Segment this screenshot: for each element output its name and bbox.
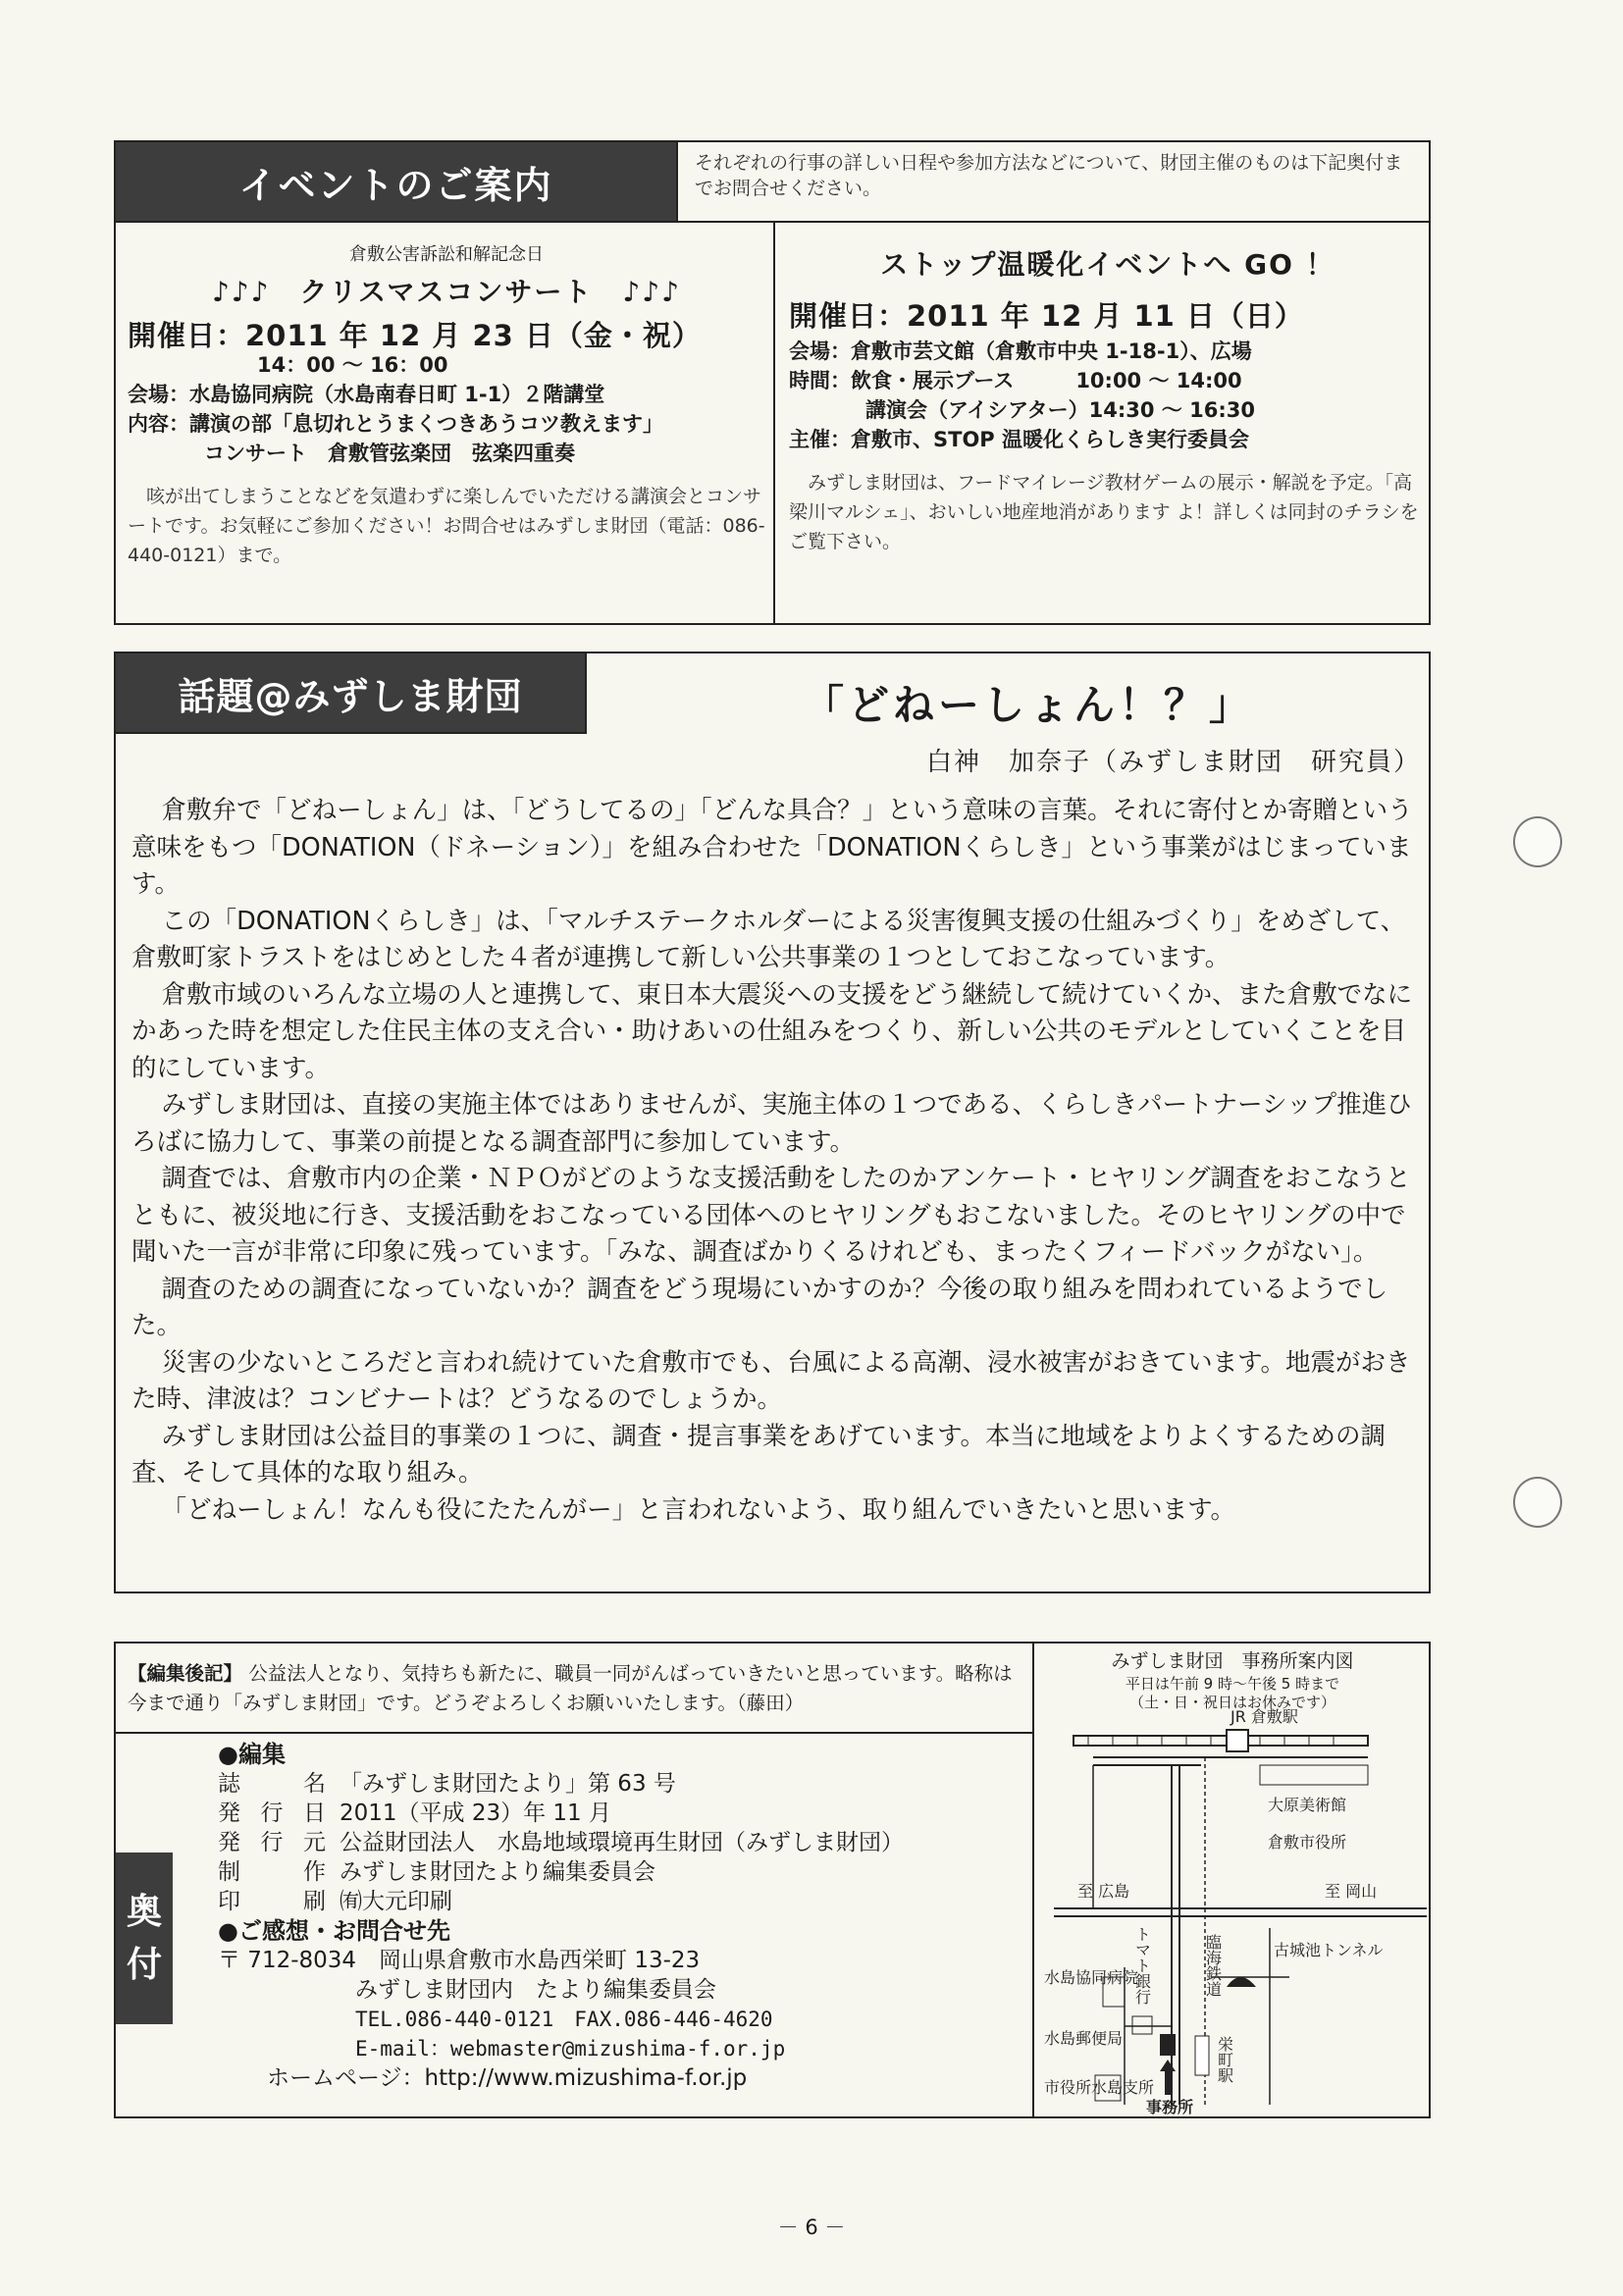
colophon-tab-char: 付 xyxy=(126,1944,162,1985)
event-date: 開催日：2011 年 12 月 11 日（日） xyxy=(789,299,1304,333)
imprint-row xyxy=(218,1799,1022,1828)
map-label-office: 事務所 xyxy=(1146,2098,1194,2116)
contact-heading: ●ご感想・お問合せ先 xyxy=(218,1917,450,1945)
imprint-value: みずしま財団たより編集委員会 xyxy=(340,1859,655,1885)
event-time: 14：00 〜 16：00 xyxy=(257,353,448,377)
topic-paragraph: みずしま財団は公益目的事業の１つに、調査・提言事業をあげています。本当に地域をよりよくするための調査、そして具体的な取り組み。 xyxy=(131,1421,1387,1487)
event-christmas-concert xyxy=(128,231,765,623)
topic-paragraph: 「どねーしょん！なんも役にたたんがー」と言われないよう、取り組んでいきたいと思います。 xyxy=(161,1494,1236,1525)
events-section xyxy=(114,140,1431,625)
imprint-key: 発行日 xyxy=(218,1800,326,1826)
station-icon xyxy=(1227,1730,1248,1751)
map-label-branch: 市役所水島支所 xyxy=(1044,2078,1155,2097)
imprint xyxy=(218,1740,1022,2093)
map-label-to-hiroshima: 至 広島 xyxy=(1077,1882,1130,1901)
map-drawing xyxy=(1034,1644,1431,2116)
map-label-bank: トマト銀行 xyxy=(1132,1926,1152,2005)
topic-paragraph: 倉敷市域のいろんな立場の人と連携して、東日本大震災への支援をどう継続して続けていくか、また倉敷でなにかあった時を想定した住民主体の支え合い・助けあいの仕組みをつくり、新しい公共のモデルとしていくことを目的にしています。 xyxy=(131,979,1413,1083)
editor-note-label: 【編集後記】 xyxy=(128,1662,243,1685)
tel-fax: TEL.086-440-0121 FAX.086-446-4620 xyxy=(355,2008,773,2031)
binder-hole xyxy=(1513,816,1562,867)
email-link[interactable]: E-mail：webmaster@mizushima-f.or.jp xyxy=(355,2037,786,2061)
binder-hole xyxy=(1513,1477,1562,1528)
event-title: ♪♪♪ クリスマスコンサート ♪♪♪ xyxy=(211,276,682,308)
events-title: イベントのご案内 xyxy=(238,163,553,207)
topic-headline: 「どねーしょん！？」 xyxy=(803,681,1255,729)
event-title: ストップ温暖化イベントへ GO ！ xyxy=(880,248,1335,281)
topic-paragraph: この「DONATIONくらしき」は、「マルチステークホルダーによる災害復興支援の仕組みづくり」をめざして、倉敷町家トラストをはじめとした４者が連携して新しい公共事業の１つとしておこなっています。 xyxy=(131,906,1406,972)
event-description: みずしま財団は、フードマイレージ教材ゲームの展示・解説を予定。「高梁川マルシェ」、おいしい地産地消があります よ！詳しくは同封のチラシをご覧下さい。 xyxy=(789,472,1419,552)
map-label-post-office: 水島郵便局 xyxy=(1044,2029,1124,2048)
divider xyxy=(116,1732,1032,1734)
map-label-museum: 大原美術館 xyxy=(1268,1796,1347,1814)
map-hours-closed: （土・日・祝日はお休みです） xyxy=(1128,1694,1335,1711)
arrow-up-icon xyxy=(1160,2060,1176,2095)
event-time-booth: 時間：飲食・展示ブース 10:00 〜 14:00 xyxy=(789,369,1242,392)
event-stop-warming xyxy=(789,231,1427,623)
map-label-railway: 臨海鉄道 xyxy=(1203,1934,1223,1997)
edit-heading: ●編集 xyxy=(218,1741,286,1768)
imprint-key: 制 作 xyxy=(218,1859,326,1885)
imprint-row xyxy=(218,1887,1022,1916)
event-time-lecture: 講演会（アイシアター）14:30 〜 16:30 xyxy=(865,398,1255,422)
topic-paragraph: 調査では、倉敷市内の企業・ＮＰＯがどのような支援活動をしたのかアンケート・ヒヤリング調査をおこなうとともに、被災地に行き、支援活動をおこなっている団体へのヒヤリングもおこないました。そのヒヤリングの中で聞いた一言が非常に印象に残っています。「みな、調査ばかりくるけれども、まったくフィードバックがない」。 xyxy=(131,1164,1411,1267)
office-marker xyxy=(1160,2034,1176,2056)
event-venue: 会場：水島協同病院（水島南春日町 1-1）２階講堂 xyxy=(128,383,605,406)
topic-author: 白神 加奈子（みずしま財団 研究員） xyxy=(925,748,1421,777)
map-hours-weekday: 平日は午前 9 時〜午後 5 時まで xyxy=(1125,1675,1340,1693)
map-label-sakae-station: 栄町駅 xyxy=(1215,2036,1234,2083)
event-content-concert: コンサート 倉敷管弦楽団 弦楽四重奏 xyxy=(204,442,575,465)
map-label-hospital: 水島協同病院 xyxy=(1044,1968,1139,1987)
jr-railway xyxy=(1073,1730,1368,1751)
imprint-value: ㈲大元印刷 xyxy=(340,1889,452,1914)
page-number: － 6 － xyxy=(777,2216,846,2239)
office-map xyxy=(1034,1644,1431,2116)
postal-address: 〒 712-8034 岡山県倉敷市水島西栄町 13-23 xyxy=(218,1948,701,1973)
imprint-value: 「みずしま財団たより」第 63 号 xyxy=(340,1771,676,1797)
event-content: 内容：講演の部「息切れとうまくつきあうコツ教えます」 xyxy=(128,412,663,436)
events-divider xyxy=(773,223,775,625)
event-date: 開催日：2011 年 12 月 23 日（金・祝） xyxy=(128,319,702,352)
tunnel-icon xyxy=(1227,1977,1256,1987)
events-header xyxy=(116,142,1429,223)
event-host: 主催：倉敷市、STOP 温暖化くらしき実行委員会 xyxy=(789,428,1250,451)
event-description: 咳が出てしまうことなどを気遣わずに楽しんでいただける講演会とコンサートです。お気軽にご参加ください！お問合せはみずしま財団（電話：086-440-0121）まで。 xyxy=(128,486,765,566)
map-title: みずしま財団 事務所案内図 xyxy=(1111,1650,1354,1672)
map-label-tunnel: 古城池トンネル xyxy=(1274,1941,1384,1959)
map-label-to-okayama: 至 岡山 xyxy=(1325,1882,1378,1901)
colophon-tab-char: 奥 xyxy=(126,1891,162,1932)
imprint-row xyxy=(218,1857,1022,1887)
topic-title-tab xyxy=(116,653,587,734)
events-title-tab xyxy=(116,142,678,221)
editor-note-text: 公益法人となり、気持ちも新たに、職員一同がんばっていきたいと思っています。略称は今まで通り「みずしま財団」です。どうぞよろしくお願いいたします。（藤田） xyxy=(128,1662,1013,1714)
imprint-key: 印 刷 xyxy=(218,1889,326,1914)
topic-title: 話題@みずしま財団 xyxy=(178,674,523,718)
topic-body xyxy=(131,793,1417,1529)
event-sub-label: 倉敷公害訴訟和解記念日 xyxy=(349,244,544,265)
topic-paragraph: 調査のための調査になっていないか？調査をどう現場にいかすのか？今後の取り組みを問われているようでした。 xyxy=(131,1274,1388,1340)
imprint-row xyxy=(218,1828,1022,1857)
imprint-row xyxy=(218,1769,1022,1799)
colophon-tab xyxy=(116,1852,173,2024)
topic-paragraph: みずしま財団は、直接の実施主体ではありませんが、実施主体の１つである、くらしきパートナーシップ推進ひろばに協力して、事業の前提となる調査部門に参加しています。 xyxy=(131,1090,1412,1157)
topic-paragraph: 倉敷弁で「どねーしょん」は、「どうしてるの」「どんな具合？」という意味の言葉。それに寄付とか寄贈という意味をもつ「DONATION（ドネーション）」を組み合わせた「DONATIONくらしき」という事業がはじまっています。 xyxy=(131,796,1413,899)
colophon-section xyxy=(114,1642,1431,2118)
imprint-value: 公益財団法人 水島地域環境再生財団（みずしま財団） xyxy=(340,1830,904,1855)
event-venue: 会場：倉敷市芸文館（倉敷市中央 1-18-1）、広場 xyxy=(789,339,1252,363)
events-note: それぞれの行事の詳しい日程や参加方法などについて、財団主催のものは下記奥付までお問合せください。 xyxy=(695,152,1403,199)
imprint-value: 2011（平成 23）年 11 月 xyxy=(340,1800,611,1826)
map-label-station: JR 倉敷駅 xyxy=(1230,1707,1298,1726)
imprint-key: 発行元 xyxy=(218,1830,326,1855)
homepage-link[interactable]: ホームページ：http://www.mizushima-f.or.jp xyxy=(267,2065,748,2091)
topic-section xyxy=(114,652,1431,1593)
editor-note xyxy=(128,1659,1021,1718)
map-label-city-hall: 倉敷市役所 xyxy=(1268,1833,1347,1852)
topic-paragraph: 災害の少ないところだと言われ続けていた倉敷市でも、台風による高潮、浸水被害がおきています。地震がおきた時、津波は？コンビナートは？どうなるのでしょうか。 xyxy=(131,1347,1411,1414)
imprint-key: 誌 名 xyxy=(218,1771,326,1797)
office-name: みずしま財団内 たより編集委員会 xyxy=(355,1977,716,2003)
